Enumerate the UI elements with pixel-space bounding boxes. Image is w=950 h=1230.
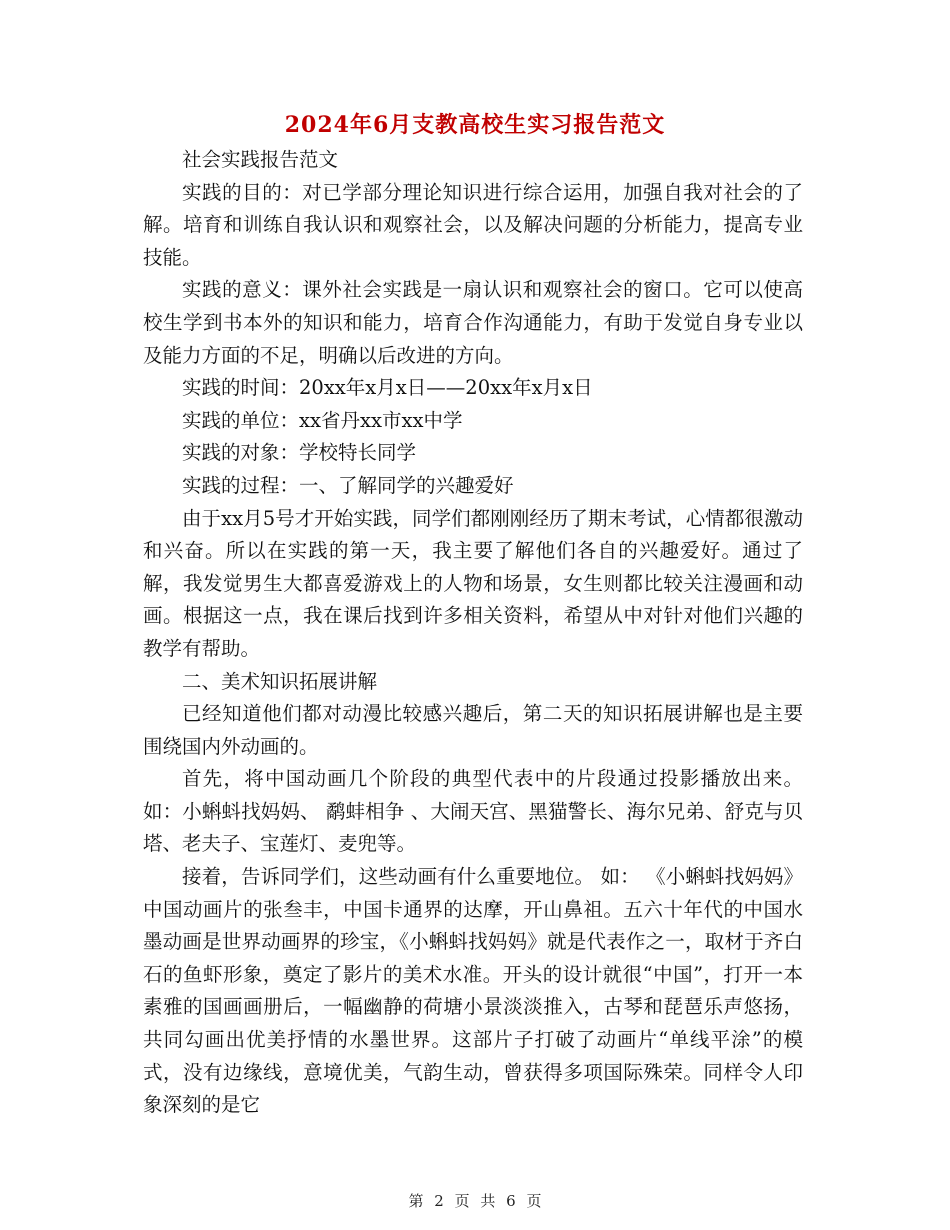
paragraph: 已经知道他们都对动漫比较感兴趣后，第二天的知识拓展讲解也是主要围绕国内外动画的。: [143, 702, 803, 758]
paragraph: 实践的意义：课外社会实践是一扇认识和观察社会的窗口。它可以使高校生学到书本外的知识和能力，培育合作沟通能力，有助于发觉自身专业以及能力方面的不足，明确以后改进的方向。: [143, 278, 803, 367]
document-title: 2024年6月支教高校生实习报告范文: [284, 112, 666, 138]
paragraph: 实践的单位：xx省丹xx市xx中学: [182, 408, 463, 432]
page-footer: 第 2 页 共 6 页: [408, 1192, 542, 1210]
document-body: [143, 144, 803, 1122]
paragraph: 社会实践报告范文: [182, 148, 339, 171]
paragraph: 实践的对象：学校特长同学: [182, 441, 417, 465]
paragraph: 实践的过程：一、了解同学的兴趣爱好: [182, 473, 514, 497]
paragraph: 二、美术知识拓展讲解: [182, 669, 378, 693]
paragraph: 首先，将中国动画几个阶段的典型代表中的片段通过投影播放出来。如：小蝌蚪找妈妈、 鹬蚌相争 、大闹天宫、黑猫警长、海尔兄弟、舒克与贝塔、老夫子、宝莲灯、麦兜等。: [143, 767, 803, 856]
paragraph: 实践的目的：对已学部分理论知识进行综合运用，加强自我对社会的了解。培育和训练自我认识和观察社会，以及解决问题的分析能力，提高专业技能。: [143, 180, 803, 269]
paragraph: 实践的时间：20xx年x月x日——20xx年x月x日: [182, 376, 593, 400]
paragraph: 由于xx月5号才开始实践，同学们都刚刚经历了期末考试，心情都很激动和兴奋。所以在实践的第一天，我主要了解他们各自的兴趣爱好。通过了解，我发觉男生大都喜爱游戏上的人物和场景，女生则都比较关注漫画和动画。根据这一点，我在课后找到许多相关资料，希望从中对针对他们兴趣的教学有帮助。: [143, 506, 803, 660]
paragraph: 接着，告诉同学们，这些动画有什么重要地位。 如： 《小蝌蚪找妈妈》 中国动画片的张叁丰，中国卡通界的达摩，开山鼻祖。五六十年代的中国水墨动画是世界动画界的珍宝，《小蝌蚪找妈妈》就是代表作之一，取材于齐白石的鱼虾形象，奠定了影片的美术水准。开头的设计就很“中国”，打开一本素雅的国画画册后，一幅幽静的荷塘小景淡淡推入，古琴和琵琶乐声悠扬，共同勾画出优美抒情的水墨世界。这部片子打破了动画片“单线平涂”的模式，没有边缘线，意境优美，气韵生动，曾获得多项国际殊荣。同样令人印象深刻的是它: [143, 865, 803, 1117]
